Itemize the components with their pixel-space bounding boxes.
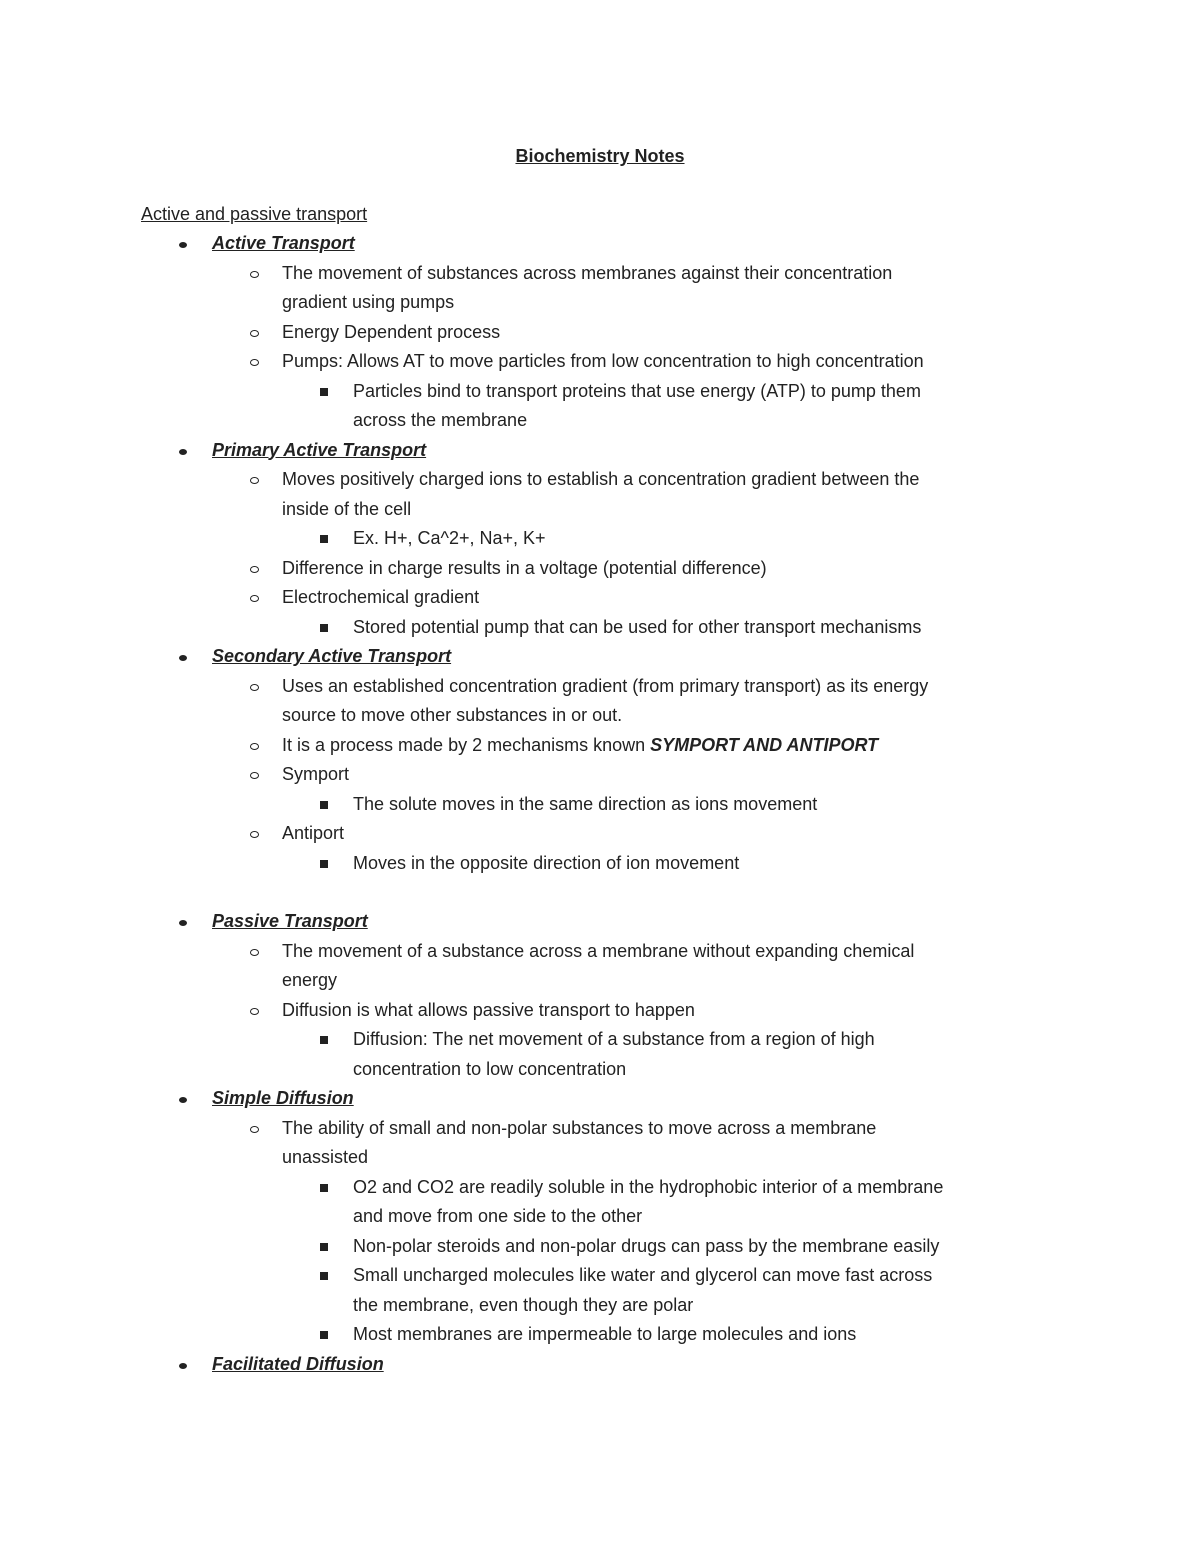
sub-list-item-text: concentration to low concentration — [353, 1058, 627, 1079]
list-item — [0, 554, 1200, 584]
sub-list-item — [0, 1173, 1200, 1203]
list-item — [0, 465, 1200, 495]
topic-secondary-active-transport — [0, 642, 1200, 672]
list-item — [0, 731, 1200, 761]
bullet-icon — [174, 1084, 192, 1114]
square-bullet-icon — [314, 613, 334, 643]
hollow-bullet-icon — [244, 1114, 264, 1144]
hollow-bullet-icon — [244, 318, 264, 348]
list-item-text: Difference in charge results in a voltage (potential difference) — [282, 557, 767, 578]
hollow-bullet-icon — [244, 583, 264, 613]
topic-heading: Passive Transport — [212, 911, 368, 931]
sub-list-item — [0, 790, 1200, 820]
hollow-bullet-icon — [244, 996, 264, 1026]
list-item — [0, 760, 1200, 790]
square-bullet-icon — [314, 377, 334, 407]
hollow-bullet-icon — [244, 347, 264, 377]
list-item-continuation — [0, 288, 1200, 318]
hollow-bullet-icon — [244, 259, 264, 289]
sub-list-item-text: Ex. H+, Ca^2+, Na+, K+ — [353, 528, 546, 548]
hollow-bullet-icon — [244, 937, 264, 967]
list-item-text: The movement of substances across membranes against their concentration — [282, 262, 893, 283]
topic-heading: Active Transport — [212, 233, 355, 253]
list-item — [0, 318, 1200, 348]
sub-list-item-continuation — [0, 1291, 1200, 1321]
list-item-text: gradient using pumps — [282, 292, 455, 312]
hollow-bullet-icon — [244, 760, 264, 790]
list-item-continuation — [0, 701, 1200, 731]
section-heading: Active and passive transport — [141, 204, 368, 224]
hollow-bullet-icon — [244, 819, 264, 849]
list-item-text: The ability of small and non-polar substances to move across a membrane — [282, 1117, 877, 1138]
hollow-bullet-icon — [244, 554, 264, 584]
list-item — [0, 819, 1200, 849]
sub-list-item-text: Most membranes are impermeable to large molecules and ions — [353, 1324, 857, 1344]
square-bullet-icon — [314, 524, 334, 554]
sub-list-item — [0, 849, 1200, 879]
list-item-text: Energy Dependent process — [282, 321, 501, 342]
list-item — [0, 1114, 1200, 1144]
list-item-text: Diffusion is what allows passive transport to happen — [282, 999, 695, 1020]
square-bullet-icon — [314, 1320, 334, 1350]
sub-list-item-text: Stored potential pump that can be used for other transport mechanisms — [353, 616, 922, 637]
list-item-text: Moves positively charged ions to establish a concentration gradient between the — [282, 469, 920, 489]
list-item-text-plain: It is a process made by 2 mechanisms known — [282, 734, 651, 755]
hollow-bullet-icon — [244, 731, 264, 761]
sub-list-item-continuation — [0, 1055, 1200, 1085]
sub-list-item-text: The solute moves in the same direction as ions movement — [353, 793, 818, 814]
emphasis-text: SYMPORT AND ANTIPORT — [650, 734, 879, 755]
topic-primary-active-transport — [0, 436, 1200, 466]
bullet-icon — [174, 229, 192, 259]
list-item-text: Symport — [282, 764, 350, 784]
list-item — [0, 583, 1200, 613]
sub-list-item-text: Diffusion: The net movement of a substance from a region of high — [353, 1029, 875, 1049]
list-item-text: Uses an established concentration gradient (from primary transport) as its energy — [282, 675, 929, 696]
list-item — [0, 996, 1200, 1026]
sub-list-item — [0, 524, 1200, 554]
sub-list-item — [0, 613, 1200, 643]
list-item-text: Pumps: Allows AT to move particles from low concentration to high concentration — [282, 351, 924, 371]
bullet-icon — [174, 1350, 192, 1380]
list-item-text: Antiport — [282, 823, 345, 843]
topic-heading: Simple Diffusion — [212, 1088, 354, 1108]
blank-line — [0, 878, 1200, 907]
square-bullet-icon — [314, 1173, 334, 1203]
sub-list-item — [0, 1232, 1200, 1262]
hollow-bullet-icon — [244, 672, 264, 702]
sub-list-item — [0, 1025, 1200, 1055]
sub-list-item-text: Moves in the opposite direction of ion movement — [353, 852, 740, 873]
square-bullet-icon — [314, 1025, 334, 1055]
sub-list-item-continuation — [0, 406, 1200, 436]
square-bullet-icon — [314, 1232, 334, 1262]
list-item-text: source to move other substances in or out. — [282, 705, 623, 725]
sub-list-item-text: O2 and CO2 are readily soluble in the hydrophobic interior of a membrane — [353, 1176, 944, 1197]
list-item-text — [282, 731, 878, 761]
list-item-text: Electrochemical gradient — [282, 587, 480, 607]
list-item-continuation — [0, 495, 1200, 525]
list-item-text: energy — [282, 970, 338, 990]
list-item-continuation — [0, 1143, 1200, 1173]
list-item-continuation — [0, 966, 1200, 996]
square-bullet-icon — [314, 1261, 334, 1291]
sub-list-item-text: and move from one side to the other — [353, 1206, 643, 1226]
sub-list-item — [0, 1261, 1200, 1291]
sub-list-item-text: Small uncharged molecules like water and glycerol can move fast across — [353, 1265, 933, 1285]
sub-list-item-text: Non-polar steroids and non-polar drugs can pass by the membrane easily — [353, 1235, 940, 1256]
topic-active-transport — [0, 229, 1200, 259]
topic-heading: Primary Active Transport — [212, 439, 427, 460]
topic-facilitated-diffusion — [0, 1350, 1200, 1380]
bullet-icon — [174, 907, 192, 937]
sub-list-item — [0, 377, 1200, 407]
sub-list-item-text: across the membrane — [353, 410, 528, 430]
square-bullet-icon — [314, 849, 334, 879]
list-item — [0, 937, 1200, 967]
topic-simple-diffusion — [0, 1084, 1200, 1114]
list-item-text: inside of the cell — [282, 498, 412, 519]
notes-list — [0, 229, 1200, 1379]
hollow-bullet-icon — [244, 465, 264, 495]
sub-list-item-continuation — [0, 1202, 1200, 1232]
list-item-text: unassisted — [282, 1147, 369, 1167]
page-title: Biochemistry Notes — [515, 146, 685, 166]
topic-heading: Facilitated Diffusion — [212, 1353, 384, 1374]
list-item — [0, 347, 1200, 377]
list-item — [0, 672, 1200, 702]
sub-list-item-text: Particles bind to transport proteins that use energy (ATP) to pump them — [353, 380, 921, 401]
list-item — [0, 259, 1200, 289]
bullet-icon — [174, 642, 192, 672]
topic-passive-transport — [0, 907, 1200, 937]
sub-list-item — [0, 1320, 1200, 1350]
square-bullet-icon — [314, 790, 334, 820]
sub-list-item-text: the membrane, even though they are polar — [353, 1294, 694, 1315]
topic-heading: Secondary Active Transport — [212, 646, 452, 666]
bullet-icon — [174, 436, 192, 466]
list-item-text: The movement of a substance across a membrane without expanding chemical — [282, 940, 915, 961]
